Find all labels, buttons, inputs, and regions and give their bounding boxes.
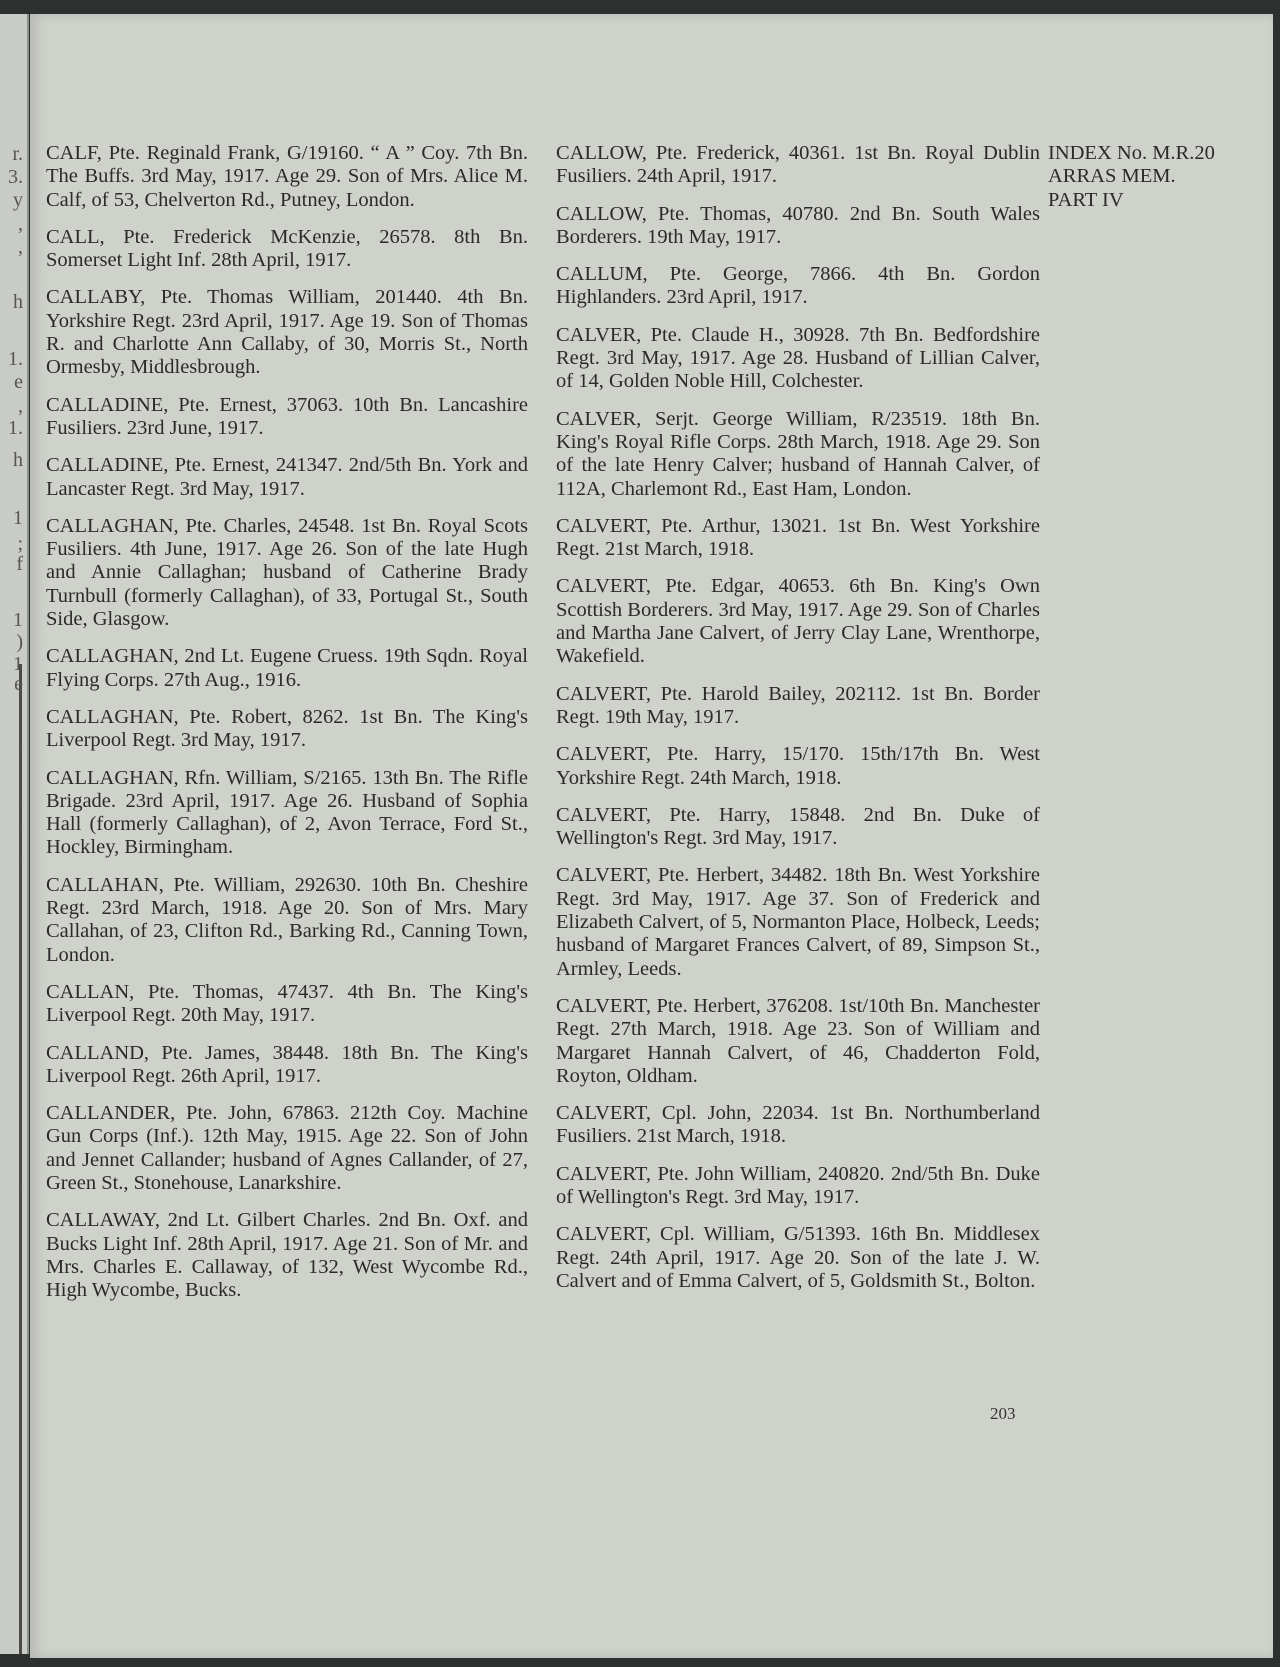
part-label: PART IV <box>1048 188 1124 211</box>
previous-page-glyph: e <box>14 673 23 695</box>
casualty-entry: CALVER, Pte. Claude H., 30928. 7th Bn. Bedfordshire Regt. 3rd May, 1917. Age 28. Husband of Lillian Calver, of 14, Golden Noble Hill, Colchester. <box>556 323 1040 393</box>
previous-page-glyph: e <box>14 371 23 393</box>
casualty-entry: CALVERT, Cpl. William, G/51393. 16th Bn. Middlesex Regt. 24th April, 1917. Age 20. Son of the late J. W. Calvert and of Emma Calvert, of 5, Goldsmith St., Bolton. <box>556 1223 1040 1292</box>
index-header <box>1048 142 1248 212</box>
memorial-name: ARRAS MEM. <box>1048 165 1176 188</box>
casualty-entry: CALLADINE, Pte. Ernest, 241347. 2nd/5th Bn. York and Lancaster Regt. 3rd May, 1917. <box>46 454 528 500</box>
casualty-entry: CALLAWAY, 2nd Lt. Gilbert Charles. 2nd Bn. Oxf. and Bucks Light Inf. 28th April, 1917. Age 21. Son of Mr. and Mrs. Charles E. Callaway, of 132, West Wycombe Rd., High Wycombe, Bucks. <box>46 1209 528 1302</box>
page-number: 203 <box>990 1404 1016 1423</box>
casualty-entry: CALLADINE, Pte. Ernest, 37063. 10th Bn. Lancashire Fusiliers. 23rd June, 1917. <box>46 393 528 439</box>
previous-page-glyph: h <box>13 291 23 313</box>
casualty-entry: CALLAGHAN, Rfn. William, S/2165. 13th Bn. The Rifle Brigade. 23rd April, 1917. Age 26. Husband of Sophia Hall (formerly Callaghan), of 2, Avon Terrace, Ford St., Hockley, Birmingham. <box>46 766 528 859</box>
casualty-entry: CALLOW, Pte. Frederick, 40361. 1st Bn. Royal Dublin Fusiliers. 24th April, 1917. <box>556 142 1040 188</box>
casualty-entry: CALVERT, Pte. Herbert, 34482. 18th Bn. West Yorkshire Regt. 3rd May, 1917. Age 37. Son of Frederick and Elizabeth Calvert, of 5, Normanton Place, Holbeck, Leeds; husband of Margaret Frances Calvert, of 89, Simpson St., Armley, Leeds. <box>556 864 1040 980</box>
previous-page-glyph: 1 <box>13 609 23 631</box>
casualty-entry: CALVERT, Pte. Harry, 15848. 2nd Bn. Duke of Wellington's Regt. 3rd May, 1917. <box>556 803 1040 850</box>
casualty-entry: CALLAGHAN, Pte. Robert, 8262. 1st Bn. The King's Liverpool Regt. 3rd May, 1917. <box>46 705 528 752</box>
casualty-entry: CALLUM, Pte. George, 7866. 4th Bn. Gordon Highlanders. 23rd April, 1917. <box>556 263 1040 309</box>
casualty-entry: CALVERT, Pte. Edgar, 40653. 6th Bn. King's Own Scottish Borderers. 3rd May, 1917. Age 29. Son of Charles and Martha Jane Calvert, of Jerry Clay Lane, Wrenthorpe, Wakefield. <box>556 575 1040 668</box>
register-page <box>30 14 1273 1658</box>
previous-page-glyph: f <box>16 553 23 575</box>
previous-page-glyph: , <box>18 213 23 235</box>
previous-page-glyph: . <box>18 811 23 833</box>
casualty-entry: CALLAGHAN, Pte. Charles, 24548. 1st Bn. Royal Scots Fusiliers. 4th June, 1917. Age 26. Son of the late Hugh and Annie Callaghan; husband of Catherine Brady Turnbull (formerly Callaghan), of 33, Portugal St., South Side, Glasgow. <box>46 514 528 631</box>
previous-page-glyph: ; <box>17 533 23 555</box>
previous-page-glyph: r. <box>12 143 23 165</box>
casualty-entry: CALLAN, Pte. Thomas, 47437. 4th Bn. The King's Liverpool Regt. 20th May, 1917. <box>46 980 528 1027</box>
previous-page-glyph: 1. <box>8 417 23 439</box>
casualty-entry: CALVERT, Pte. Harold Bailey, 202112. 1st Bn. Border Regt. 19th May, 1917. <box>556 682 1040 728</box>
previous-page-glyph: . <box>18 843 23 865</box>
casualty-entry: CALVERT, Pte. John William, 240820. 2nd/5th Bn. Duke of Wellington's Regt. 3rd May, 1917. <box>556 1162 1040 1208</box>
casualty-entry: CALVERT, Pte. Harry, 15/170. 15th/17th Bn. West Yorkshire Regt. 24th March, 1918. <box>556 743 1040 789</box>
casualty-entry: CALLANDER, Pte. John, 67863. 212th Coy. Machine Gun Corps (Inf.). 12th May, 1915. Age 22. Son of John and Jennet Callander; husband of Agnes Callander, of 27, Green St., Stonehouse, Lanarkshire. <box>46 1102 528 1194</box>
casualty-entry: CALVERT, Pte. Herbert, 376208. 1st/10th Bn. Manchester Regt. 27th March, 1918. Age 23. Son of William and Margaret Hannah Calvert, of 46, Chadderton Fold, Royton, Oldham. <box>556 994 1040 1087</box>
previous-page-glyph: , <box>18 395 23 417</box>
casualty-entry: CALLOW, Pte. Thomas, 40780. 2nd Bn. South Wales Borderers. 19th May, 1917. <box>556 202 1040 248</box>
casualty-entry: CALVERT, Pte. Arthur, 13021. 1st Bn. West Yorkshire Regt. 21st March, 1918. <box>556 514 1040 561</box>
index-number: INDEX No. M.R.20 <box>1048 142 1215 164</box>
casualty-entry: CALF, Pte. Reginald Frank, G/19160. “ A ” Coy. 7th Bn. The Buffs. 3rd May, 1917. Age 29. Son of Mrs. Alice M. Calf, of 53, Chelverton Rd., Putney, London. <box>46 142 528 211</box>
casualty-entry: CALL, Pte. Frederick McKenzie, 26578. 8th Bn. Somerset Light Inf. 28th April, 1917. <box>46 225 528 272</box>
previous-page-glyph: , <box>18 236 23 258</box>
previous-page-glyph: 1 <box>13 653 23 675</box>
previous-page-glyph: . <box>18 733 23 755</box>
previous-page-glyph: 3. <box>8 166 23 188</box>
previous-page-glyph: y <box>13 189 23 211</box>
casualty-entry: CALLAHAN, Pte. William, 292630. 10th Bn. Cheshire Regt. 23rd March, 1918. Age 20. Son of Mrs. Mary Callahan, of 23, Clifton Rd., Barking Rd., Canning Town, London. <box>46 873 528 966</box>
casualty-entry: CALVER, Serjt. George William, R/23519. 18th Bn. King's Royal Rifle Corps. 28th March, 1918. Age 29. Son of the late Henry Calver; husband of Hannah Calver, of 112A, Charlemont Rd., East Ham, London. <box>556 407 1040 500</box>
previous-page-edge <box>0 14 29 1654</box>
previous-page-glyph: 1. <box>8 348 23 370</box>
left-column <box>46 142 528 1316</box>
casualty-entry: CALLAND, Pte. James, 38448. 18th Bn. The King's Liverpool Regt. 26th April, 1917. <box>46 1041 528 1087</box>
casualty-entry: CALLAGHAN, 2nd Lt. Eugene Cruess. 19th Sqdn. Royal Flying Corps. 27th Aug., 1916. <box>46 645 528 691</box>
previous-page-glyph: 1 <box>13 507 23 529</box>
previous-page-glyph: ) <box>16 631 23 653</box>
middle-column <box>556 142 1040 1307</box>
casualty-entry: CALVERT, Cpl. John, 22034. 1st Bn. Northumberland Fusiliers. 21st March, 1918. <box>556 1102 1040 1148</box>
previous-page-glyph: . <box>18 1173 23 1195</box>
casualty-entry: CALLABY, Pte. Thomas William, 201440. 4th Bn. Yorkshire Regt. 23rd April, 1917. Age 19. Son of Thomas R. and Charlotte Ann Callaby, of 30, Morris St., North Ormesby, Middlesbrough. <box>46 286 528 379</box>
previous-page-glyph: . <box>18 789 23 811</box>
previous-page-glyph: h <box>13 449 23 471</box>
